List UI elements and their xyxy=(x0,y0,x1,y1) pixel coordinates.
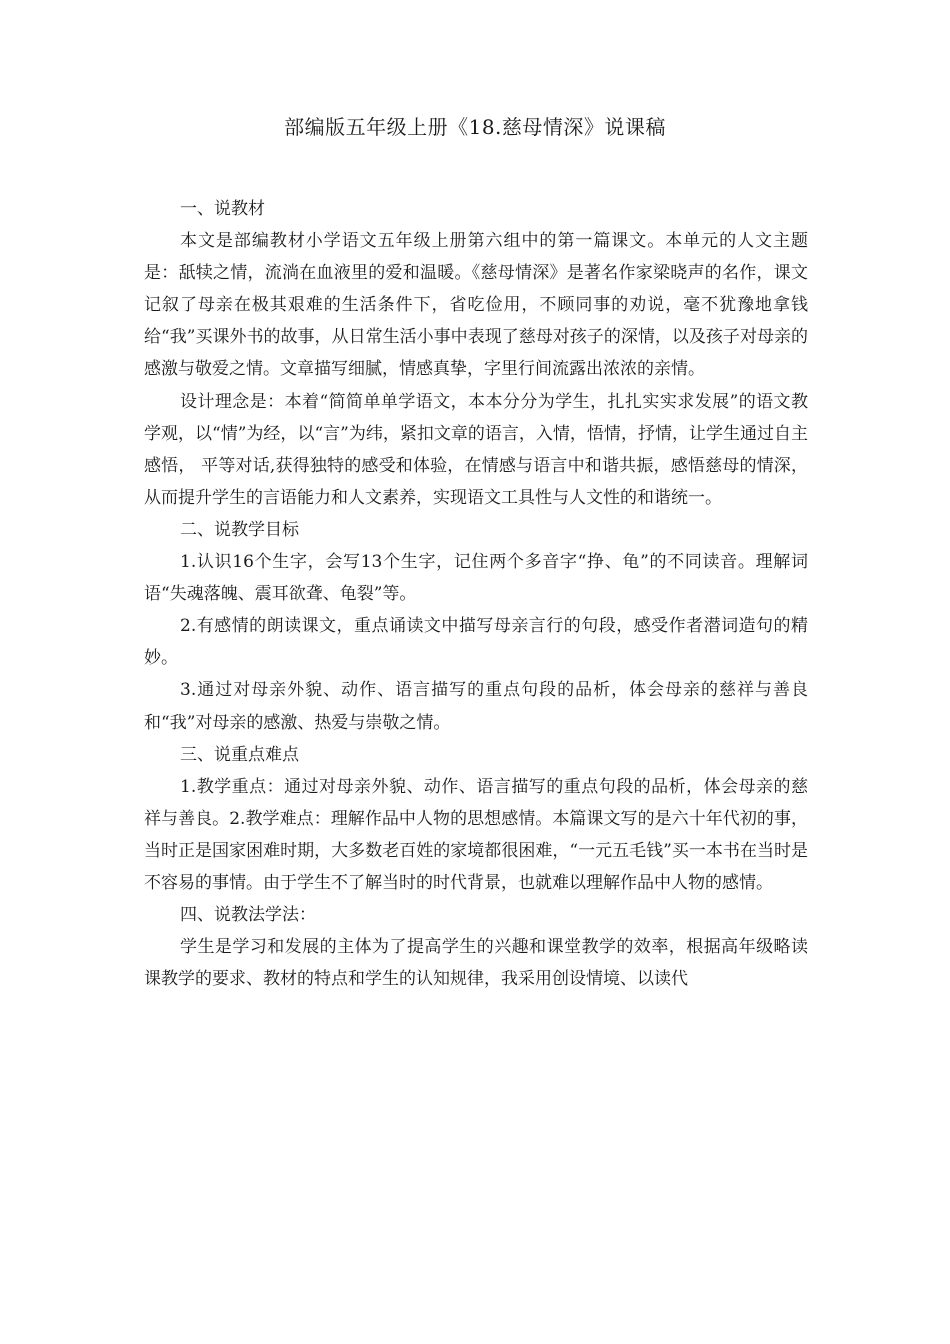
paragraph-1-2: 设计理念是：本着“简简单单学语文，本本分分为学生，扎扎实实求发展”的语文教学观，以“情”为经，以“言”为纬，紧扣文章的语言，入情，悟情，抒情，让学生通过自主感悟， 平等对话,获得独特的感受和体验，在情感与语言中和谐共振，感悟慈母的情深，从而提升学生的言语能力和人文素养，实现语文工具性与人文性的和谐统一。 xyxy=(144,391,808,508)
section-heading-3: 三、说重点难点 xyxy=(180,744,299,765)
section-heading-4: 四、说教法学法： xyxy=(180,905,316,926)
document-body xyxy=(144,193,808,995)
paragraph-1-1: 本文是部编教材小学语文五年级上册第六组中的第一篇课文。本单元的人文主题是：舐犊之情，流淌在血液里的爱和温暖。《慈母情深》是著名作家梁晓声的名作，课文记叙了母亲在极其艰难的生活条件下，省吃俭用，不顾同事的劝说，毫不犹豫地拿钱给“我”买课外书的故事，从日常生活小事中表现了慈母对孩子的深情，以及孩子对母亲的感激与敬爱之情。文章描写细腻，情感真挚，字里行间流露出浓浓的亲情。 xyxy=(144,231,808,380)
section-heading-1: 一、说教材 xyxy=(180,199,265,219)
paragraph-2-2: 2.有感情的朗读课文，重点诵读文中描写母亲言行的句段，感受作者潜词造句的精妙。 xyxy=(144,616,808,669)
paragraph-2-3: 3.通过对母亲外貌、动作、语言描写的重点句段的品析，体会母亲的慈祥与善良和“我”对母亲的感激、热爱与崇敬之情。 xyxy=(144,680,808,733)
paragraph-2-1: 1.认识16个生字，会写13个生字，记住两个多音字“挣、龟”的不同读音。理解词语“失魂落魄、震耳欲聋、龟裂”等。 xyxy=(144,552,808,605)
paragraph-3-1: 1.教学重点：通过对母亲外貌、动作、语言描写的重点句段的品析，体会母亲的慈祥与善良。2.教学难点：理解作品中人物的思想感情。本篇课文写的是六十年代初的事，当时正是国家困难时期，大多数老百姓的家境都很困难，“一元五毛钱”买一本书在当时是不容易的事情。由于学生不了解当时的时代背景，也就难以理解作品中人物的感情。 xyxy=(144,776,808,893)
document-title: 部编版五年级上册《18.慈母情深》说课稿 xyxy=(284,115,666,139)
paragraph-4-1: 学生是学习和发展的主体为了提高学生的兴趣和课堂教学的效率，根据高年级略读课教学的要求、教材的特点和学生的认知规律，我采用创设情境、以读代 xyxy=(144,937,808,990)
section-heading-2: 二、说教学目标 xyxy=(180,519,299,540)
